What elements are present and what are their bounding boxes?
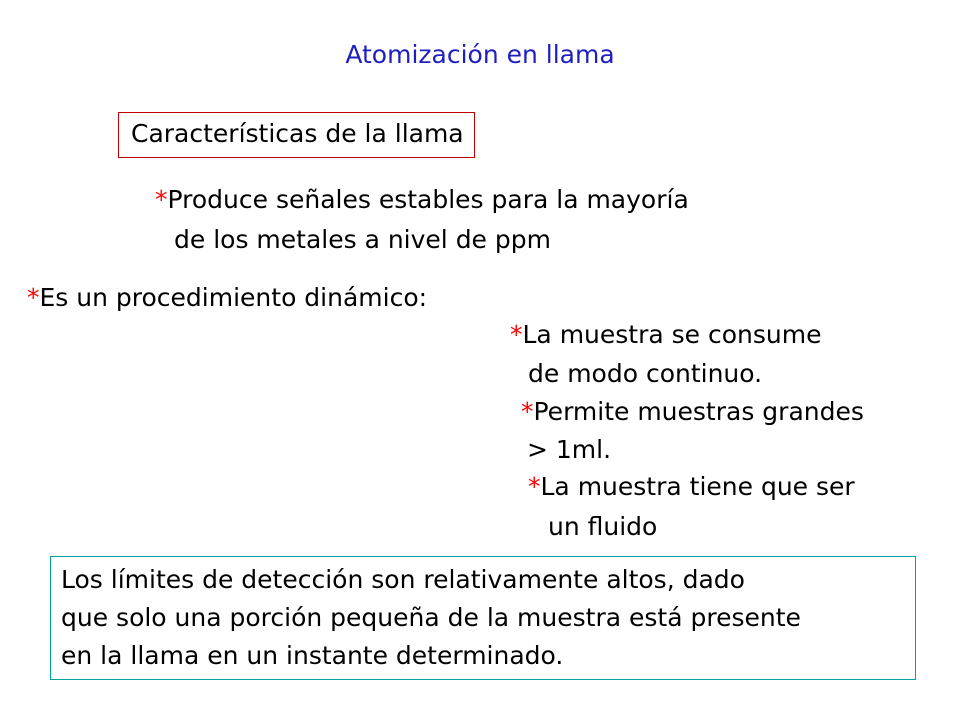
bullet-asterisk: *: [27, 283, 40, 312]
bullet-point-1-line-2: de los metales a nivel de ppm: [174, 225, 551, 254]
sub-point-3-line-2: un fluido: [548, 512, 658, 541]
sub-point-2-line-1: [521, 395, 864, 429]
bullet-point-1-line-1: [155, 183, 689, 217]
section-heading: Características de la llama: [131, 119, 464, 148]
bullet-point-2-text: Es un procedimiento dinámico:: [39, 283, 428, 312]
sub-point-1-line-2: de modo continuo.: [528, 359, 763, 388]
note-line-2: que solo una porción pequeña de la muestra está presente: [61, 603, 801, 632]
section-heading-box: [118, 112, 475, 158]
note-line-3: en la llama en un instante determinado.: [61, 641, 564, 670]
bullet-asterisk: *: [155, 185, 168, 214]
bullet-asterisk: *: [528, 472, 541, 501]
bullet-asterisk: *: [510, 320, 523, 349]
slide-title: Atomización en llama: [345, 40, 615, 69]
sub-point-1-text: La muestra se consume: [522, 320, 822, 349]
bullet-point-1-text: Produce señales estables para la mayoría: [167, 185, 689, 214]
note-line-1: Los límites de detección son relativamente altos, dado: [61, 565, 745, 594]
bullet-asterisk: *: [521, 397, 534, 426]
note-box: [50, 556, 916, 680]
sub-point-3-text: La muestra tiene que ser: [540, 472, 855, 501]
sub-point-2-text: Permite muestras grandes: [533, 397, 864, 426]
sub-point-3-line-1: [528, 470, 855, 504]
bullet-point-2: [27, 281, 427, 315]
sub-point-2-line-2: > 1ml.: [527, 435, 612, 464]
sub-point-1-line-1: [510, 318, 822, 352]
